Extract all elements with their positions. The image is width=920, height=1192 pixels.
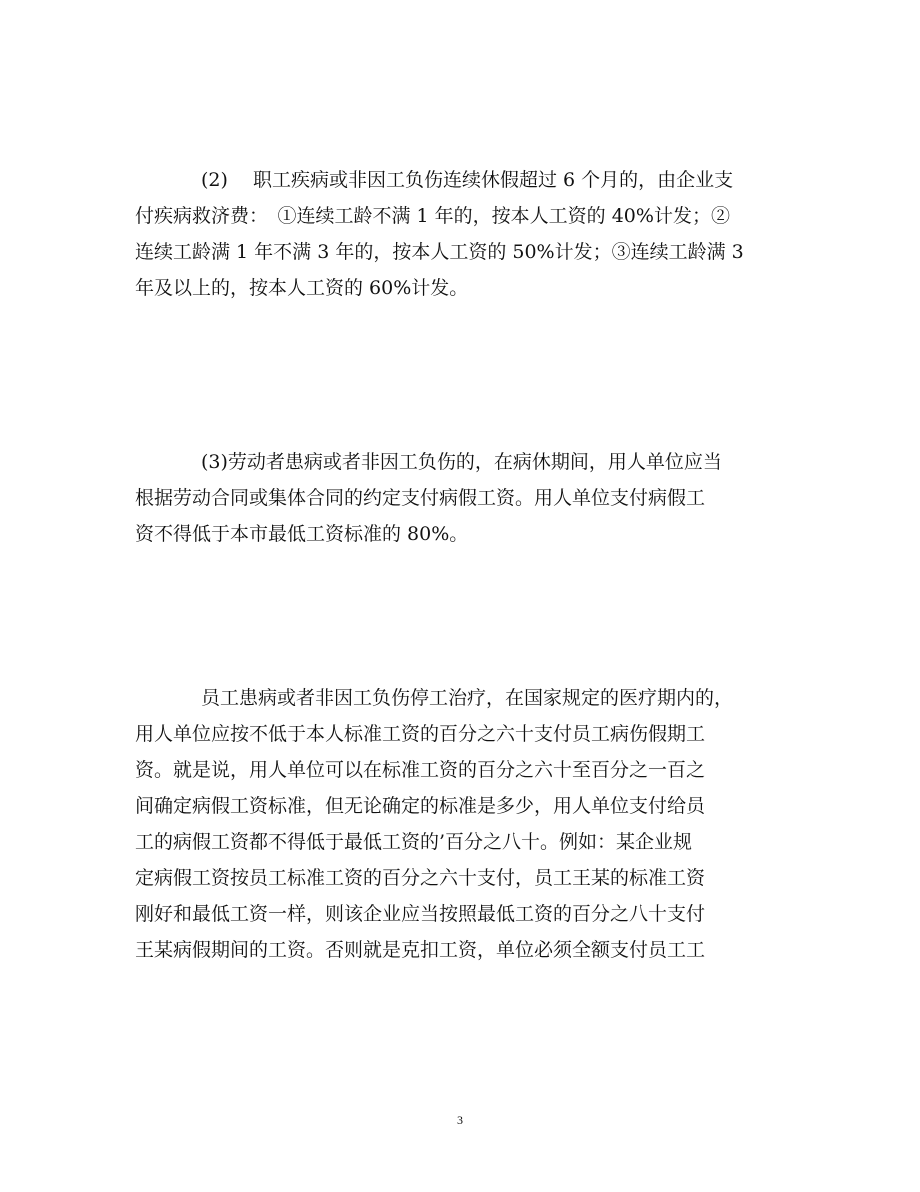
text-line: 刚好和最低工资一样，则该企业应当按照最低工资的百分之八十支付 [135,903,706,925]
text-line: 付疾病救济费： ①连续工龄不满 1 年的，按本人工资的 40%计发；② [135,205,730,227]
text-line: 用人单位应按不低于本人标准工资的百分之六十支付员工病伤假期工 [135,723,706,745]
text-line: 工的病假工资都不得低于最低工资的’百分之八十。例如：某企业规 [135,831,693,853]
paragraph-medical-period-wages [135,680,795,968]
text-line: 员工患病或者非因工负伤停工治疗，在国家规定的医疗期内的， [201,687,734,709]
text-line: (3)劳动者患病或者非因工负伤的，在病休期间，用人单位应当 [201,451,722,473]
text-line: 年及以上的，按本人工资的 60%计发。 [135,277,469,299]
paragraph-sick-leave-relief [135,162,795,306]
text-line: 根据劳动合同或集体合同的约定支付病假工资。用人单位支付病假工 [135,487,706,509]
text-line: 资。就是说，用人单位可以在标准工资的百分之六十至百分之一百之 [135,759,706,781]
text-line: 连续工龄满 1 年不满 3 年的，按本人工资的 50%计发；③连续工龄满 3 [135,241,744,263]
page-number: 3 [457,1113,463,1127]
text-line: 王某病假期间的工资。否则就是克扣工资，单位必须全额支付员工工 [135,939,706,961]
text-line: 定病假工资按员工标准工资的百分之六十支付，员工王某的标准工资 [135,867,706,889]
text-line: 资不得低于本市最低工资标准的 80%。 [135,523,469,545]
text-line: (2) 职工疾病或非因工负伤连续休假超过 6 个月的，由企业支 [201,169,734,191]
text-line: 间确定病假工资标准，但无论确定的标准是多少，用人单位支付给员 [135,795,706,817]
paragraph-sick-pay-minimum [135,444,795,552]
